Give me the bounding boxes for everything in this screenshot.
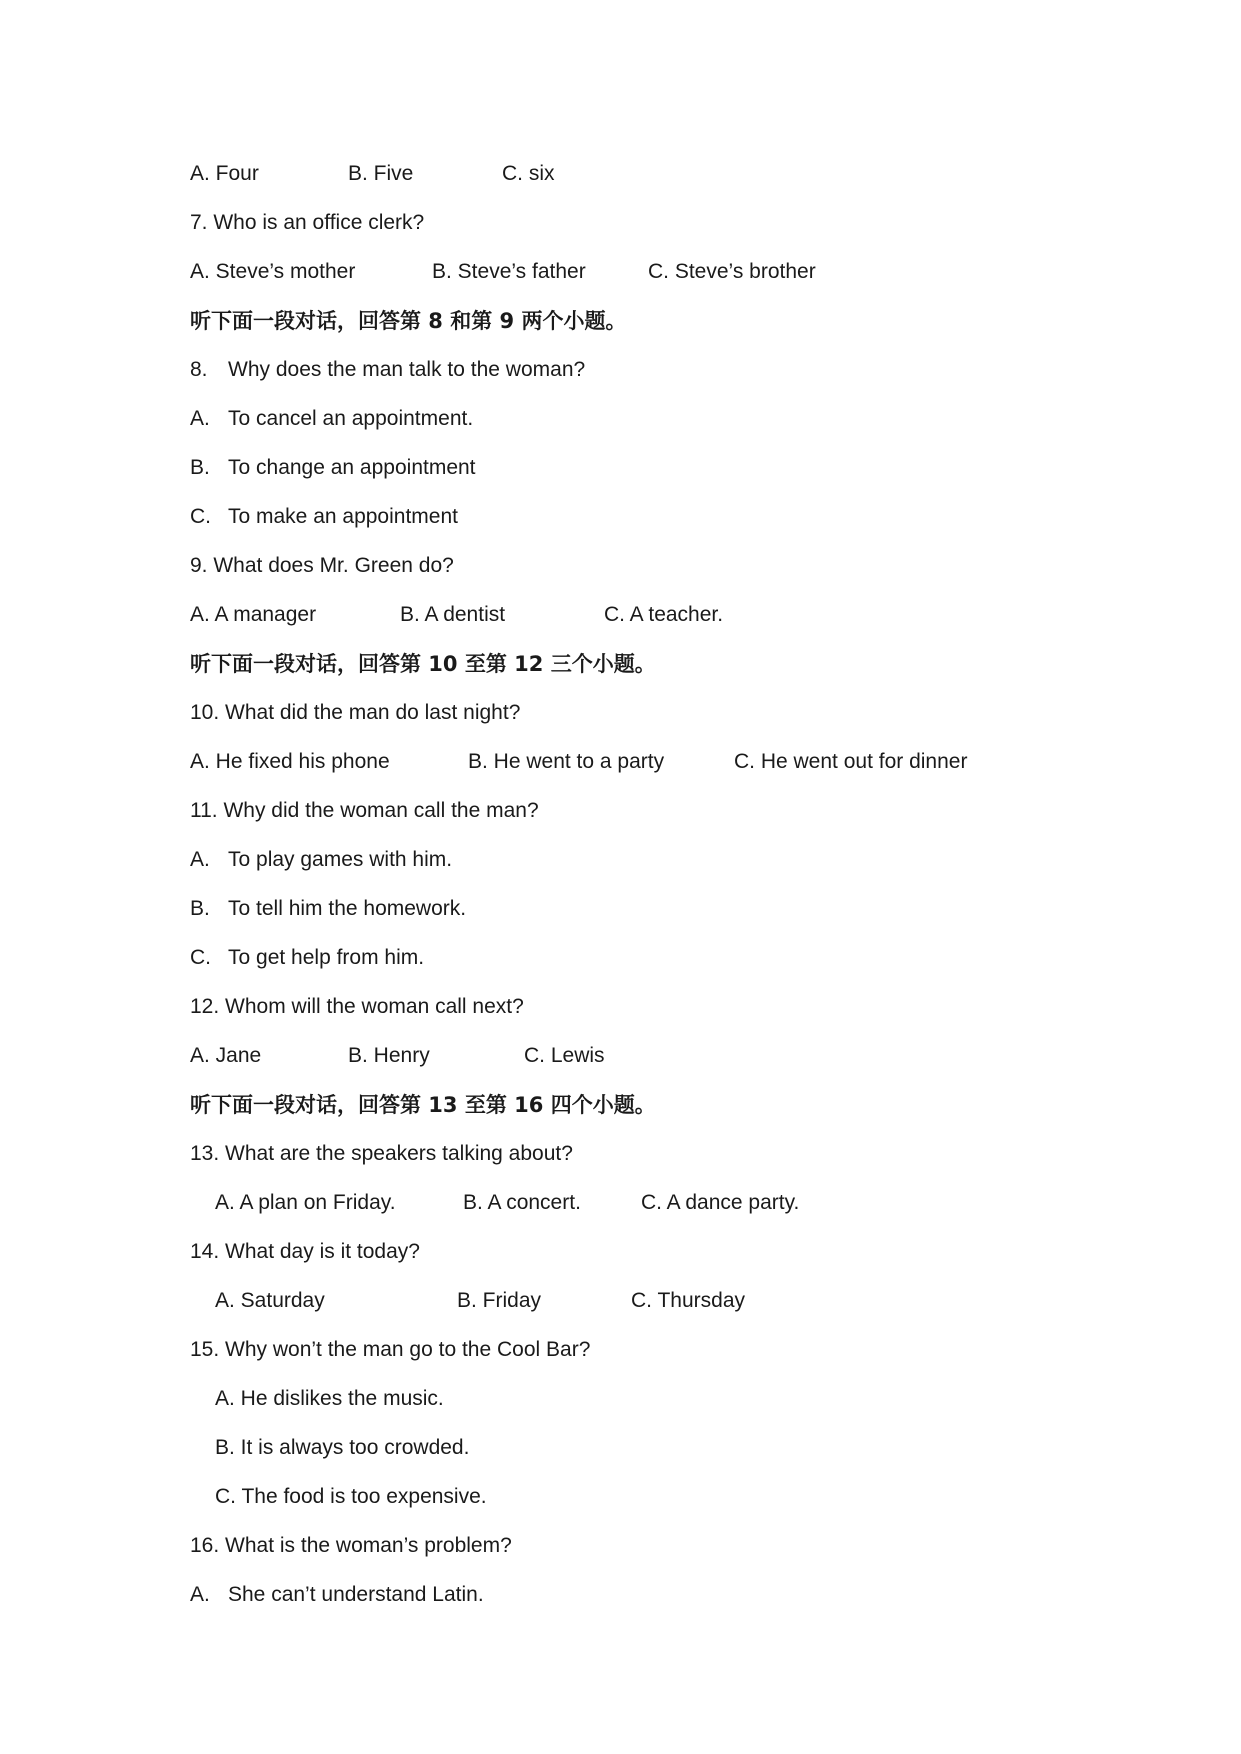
q8-number: 8. bbox=[190, 358, 208, 381]
q10-option-b: B. He went to a party bbox=[468, 750, 665, 773]
q11-option-a bbox=[190, 846, 452, 874]
section-heading-13-16: 听下面一段对话，回答第 13 至第 16 四个小题。 bbox=[190, 1093, 656, 1117]
q13-option-c: C. A dance party. bbox=[641, 1191, 800, 1214]
q16-option-a bbox=[190, 1581, 484, 1609]
option-label: B. bbox=[190, 897, 210, 920]
q9-option-c: C. A teacher. bbox=[604, 603, 724, 626]
q9-option-b: B. A dentist bbox=[400, 603, 506, 626]
q14-question: 14. What day is it today? bbox=[190, 1240, 420, 1263]
option-label: C. bbox=[190, 505, 211, 528]
q8-option-c bbox=[190, 503, 458, 531]
q6-option-a: A. Four bbox=[190, 162, 259, 185]
q8-text: Why does the man talk to the woman? bbox=[228, 358, 586, 381]
q15-option-b: B. It is always too crowded. bbox=[215, 1436, 470, 1459]
q12-option-b: B. Henry bbox=[348, 1044, 430, 1067]
q8-question bbox=[190, 356, 585, 384]
option-label: A. bbox=[190, 1583, 210, 1606]
q14-option-a: A. Saturday bbox=[215, 1289, 325, 1312]
option-label: B. bbox=[190, 456, 210, 479]
option-text: To play games with him. bbox=[228, 848, 453, 871]
option-label: A. bbox=[190, 407, 210, 430]
q15-option-c: C. The food is too expensive. bbox=[215, 1485, 487, 1508]
q11-option-c bbox=[190, 944, 424, 972]
option-text: To tell him the homework. bbox=[228, 897, 467, 920]
q10-option-a: A. He fixed his phone bbox=[190, 750, 390, 773]
option-text: To get help from him. bbox=[228, 946, 425, 969]
q7-option-a: A. Steve’s mother bbox=[190, 260, 356, 283]
option-text: To make an appointment bbox=[228, 505, 458, 528]
q12-question: 12. Whom will the woman call next? bbox=[190, 995, 524, 1018]
option-text: She can’t understand Latin. bbox=[228, 1583, 484, 1606]
option-text: To cancel an appointment. bbox=[228, 407, 474, 430]
q13-option-a: A. A plan on Friday. bbox=[215, 1191, 396, 1214]
q16-question: 16. What is the woman’s problem? bbox=[190, 1534, 512, 1557]
q12-option-c: C. Lewis bbox=[524, 1044, 605, 1067]
q15-option-a: A. He dislikes the music. bbox=[215, 1387, 444, 1410]
q6-option-b: B. Five bbox=[348, 162, 414, 185]
section-heading-10-12: 听下面一段对话，回答第 10 至第 12 三个小题。 bbox=[190, 652, 656, 676]
q7-option-c: C. Steve’s brother bbox=[648, 260, 816, 283]
q15-question: 15. Why won’t the man go to the Cool Bar? bbox=[190, 1338, 591, 1361]
q11-question: 11. Why did the woman call the man? bbox=[190, 799, 539, 822]
option-label: C. bbox=[190, 946, 211, 969]
q7-option-b: B. Steve’s father bbox=[432, 260, 586, 283]
q7-question: 7. Who is an office clerk? bbox=[190, 211, 425, 234]
option-text: To change an appointment bbox=[228, 456, 476, 479]
q14-option-c: C. Thursday bbox=[631, 1289, 745, 1312]
q8-option-a bbox=[190, 405, 473, 433]
q13-option-b: B. A concert. bbox=[463, 1191, 581, 1214]
q8-option-b bbox=[190, 454, 476, 482]
q10-option-c: C. He went out for dinner bbox=[734, 750, 968, 773]
q12-option-a: A. Jane bbox=[190, 1044, 262, 1067]
q9-option-a: A. A manager bbox=[190, 603, 317, 626]
q10-question: 10. What did the man do last night? bbox=[190, 701, 521, 724]
option-label: A. bbox=[190, 848, 210, 871]
section-heading-8-9: 听下面一段对话，回答第 8 和第 9 两个小题。 bbox=[190, 309, 627, 333]
q13-question: 13. What are the speakers talking about? bbox=[190, 1142, 573, 1165]
q9-question: 9. What does Mr. Green do? bbox=[190, 554, 454, 577]
q14-option-b: B. Friday bbox=[457, 1289, 542, 1312]
q6-option-c: C. six bbox=[502, 162, 555, 185]
q11-option-b bbox=[190, 895, 466, 923]
